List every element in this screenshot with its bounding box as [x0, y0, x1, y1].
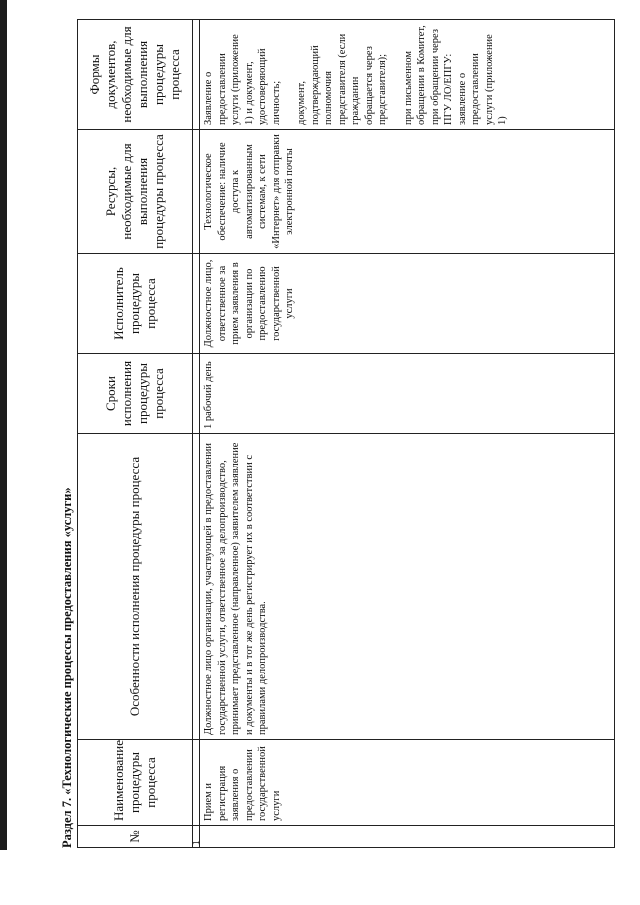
- index-cell-4: [193, 354, 200, 434]
- index-cell-1: 1: [193, 826, 200, 848]
- index-cell-7: [193, 20, 200, 130]
- forms-paragraph-written: при письменном обращении в Комитет, при обращении через ПГУ ЛО/ЕПГУ: заявление о предоставлении услуги (приложение 1): [402, 25, 508, 125]
- header-forms: Формы документов, необходимые для выполнения процедуры процесса: [78, 20, 193, 130]
- cell-executor: Должностное лицо, ответственное за прием заявления в организации по предоставлению государственной услуги: [200, 254, 615, 354]
- process-table: [77, 19, 615, 848]
- index-cell-3: [193, 434, 200, 740]
- index-cell-6: [193, 130, 200, 254]
- forms-paragraph-application: Заявление о предоставлении услуги (приложение 1) и документ, удостоверяющий личность;: [203, 34, 282, 125]
- scan-edge-shadow: [0, 0, 7, 850]
- header-resources: Ресурсы, необходимые для выполнения процедуры процесса: [78, 130, 193, 254]
- cell-name: Прием и регистрация заявления о предоставлении государственной услуги: [200, 740, 615, 826]
- index-cell-2: [193, 740, 200, 826]
- header-name: Наименование процедуры процесса: [78, 740, 193, 826]
- header-executor: Исполнитель процедуры процесса: [78, 254, 193, 354]
- cell-resources: Технологическое обеспечение: наличие доступа к автоматизированным системам, к сети «Интернет» для отправки электронной почты: [200, 130, 615, 254]
- cell-forms: [200, 20, 615, 130]
- cell-num: [200, 826, 615, 848]
- forms-paragraph-proxy: документ, подтверждающий полномочия представителя (если гражданин обращается через представителя);: [296, 33, 388, 125]
- table-header-row: [78, 20, 193, 848]
- table-row: [200, 20, 615, 848]
- cell-terms: 1 рабочий день: [200, 354, 615, 434]
- header-features: Особенности исполнения процедуры процесса: [78, 434, 193, 740]
- index-cell-5: [193, 254, 200, 354]
- cell-features: Должностное лицо организации, участвующей в предоставлении государственной услуги, ответственное за делопроизводство, принимает представленное (направленное) заявителем заявление и документы и в тот же день регистрирует их в соответствии с правилами делопроизводства.: [200, 434, 615, 740]
- header-terms: Сроки исполнения процедуры процесса: [78, 354, 193, 434]
- section-title: Раздел 7. «Технологические процессы предоставления «услуги»: [60, 487, 74, 848]
- column-index-row: [193, 20, 200, 848]
- header-num: №: [78, 826, 193, 848]
- rotated-page-content: [57, 20, 640, 848]
